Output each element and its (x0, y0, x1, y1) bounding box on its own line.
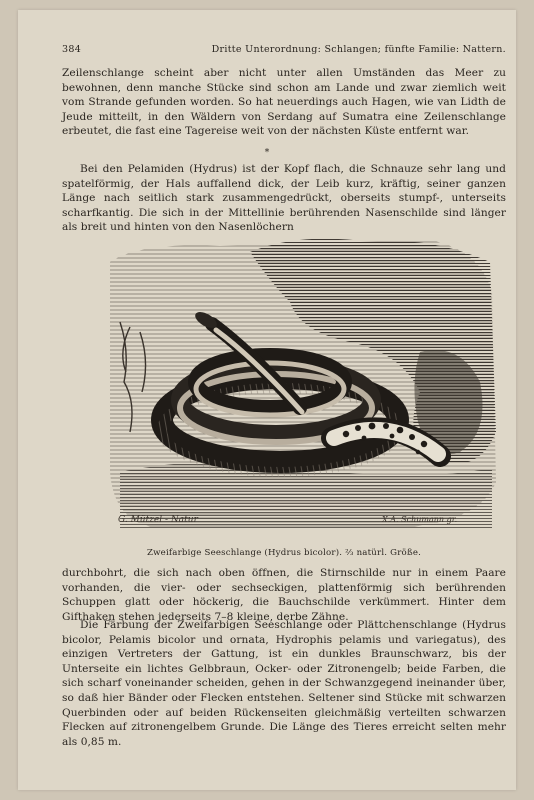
text-block-pelamiden (62, 162, 506, 235)
book-page (18, 10, 516, 790)
text-block-continued (62, 566, 506, 624)
engraver-signature-left: G. Mützel - Natur (118, 515, 198, 525)
paragraph-faerbung: Die Färbung der Zweifarbigen Seeschlange oder Plättchenschlange (Hydrus bicolor, Pelamis bicolor und ornata, Hydrophis pelamis und variegatus), des einzigen Vertreters der Gattung, ist ein dunkles Braunschwarz, bis der Unterseite ein lichtes Gelbbraun, Ocker- oder Zitronengelb; beide Farben, die sich scharf voneinander scheiden, gehen in der Schwanzgegend ineinander über, so daß hier Bänder oder Flecken entstehen. Seltener sind Stücke mit schwarzen Querbinden oder auf beiden Rückenseiten gleichmäßig verteilten schwarzen Flecken auf zitronengelbem Grunde. Die Länge des Tieres erreicht selten mehr als 0,85 m. (62, 619, 506, 748)
running-header (62, 44, 506, 55)
paragraph-continued: durchbohrt, die sich nach oben öffnen, die Stirnschilde nur in einem Paare vorhanden, die vier- oder sechseckigen, plattenförmig sich berührenden Schuppen glatt oder höckerig, die Bauchschilde verkümmert. Hinter dem Gifthaken stehen jederseits 7–8 kleine, derbe Zähne. (62, 567, 506, 623)
text-block-top (62, 66, 506, 139)
page-number: 384 (62, 44, 82, 55)
engraving-illustration (100, 232, 500, 540)
sea-snake-engraving (100, 232, 500, 540)
text-block-faerbung (62, 618, 506, 749)
section-separator: * (264, 148, 270, 158)
running-title: Dritte Unterordnung: Schlangen; fünfte Familie: Nattern. (211, 44, 506, 55)
engraver-signature-right: X.A. Schumann gr. (382, 515, 458, 524)
paragraph-pelamiden: Bei den Pelamiden (Hydrus) ist der Kopf flach, die Schnauze sehr lang und spatelförmig, der Hals auffallend dick, der Leib kurz, kräftig, seiner ganzen Länge nach seitlich stark zusammengedrückt, oberseits stumpf-, unterseits scharfkantig. Die sich in der Mittellinie berührenden Nasenschilde sind länger als breit und hinten von den Nasenlöchern (62, 163, 506, 234)
paragraph-zeilenschlange: Zeilenschlange scheint aber nicht unter allen Umständen das Meer zu bewohnen, denn manche Stücke sind schon am Lande und zwar ziemlich weit vom Strande gefunden worden. So hat neuerdings auch Hagen, wie van Lidth de Jeude mitteilt, in den Wäldern von Serdang auf Sumatra eine Zeilenschlange erbeutet, die fast eine Tagereise weit von der nächsten Küste entfernt war. (62, 67, 506, 138)
figure-caption: Zweifarbige Seeschlange (Hydrus bicolor). ⅔ natürl. Größe. (146, 548, 422, 558)
